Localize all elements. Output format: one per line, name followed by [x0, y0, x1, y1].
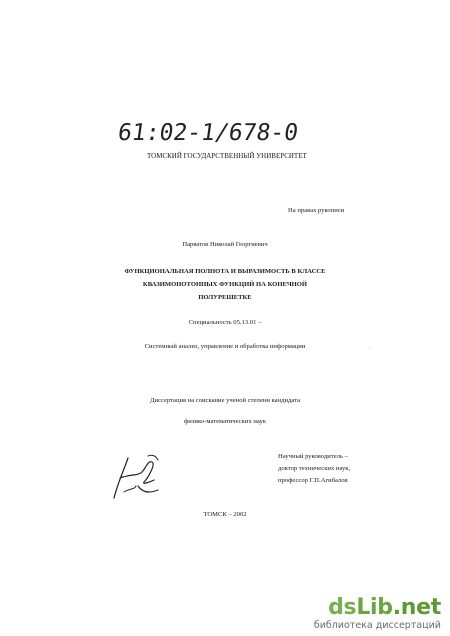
- university-name: ТОМСКИЙ ГОСУДАРСТВЕННЫЙ УНИВЕРСИТЕТ: [147, 152, 307, 160]
- handwritten-registration-number: 61:02-1/678-0: [116, 120, 300, 146]
- title-line-1: ФУНКЦИОНАЛЬНАЯ ПОЛНОТА И ВЫРАЗИМОСТЬ В КЛАССЕ: [124, 268, 326, 275]
- title-line-2: КВАЗИМОНОТОННЫХ ФУНКЦИЙ НА КОНЕЧНОЙ: [142, 281, 308, 288]
- degree-line-2: физико-математических наук: [184, 418, 266, 425]
- degree-line-1: Диссертация на соискание ученой степени кандидата: [149, 397, 301, 404]
- manuscript-rights-note: На правах рукописи: [288, 207, 345, 214]
- handwritten-signature: [108, 452, 166, 504]
- watermark-subtitle: библиотека диссертаций: [313, 620, 441, 631]
- supervisor-line-2: доктор технических наук,: [278, 465, 351, 472]
- speck-mark: ·: [369, 346, 371, 352]
- dslib-logo: dsLib.net: [328, 595, 441, 620]
- dslib-watermark: [314, 596, 441, 631]
- supervisor-line-3: профессор Г.П.Агибалов: [278, 477, 348, 484]
- city-year: ТОМСК – 2002: [203, 511, 247, 518]
- supervisor-line-1: Научный руководитель –: [278, 453, 348, 460]
- author-name: Парватов Николай Георгиевич: [182, 241, 268, 248]
- specialty-name: Системный анализ, управление и обработка информации: [144, 343, 306, 350]
- title-line-3: ПОЛУРЕШЕТКЕ: [198, 294, 252, 301]
- specialty-code: Специальность 05.13.01 –: [188, 319, 262, 326]
